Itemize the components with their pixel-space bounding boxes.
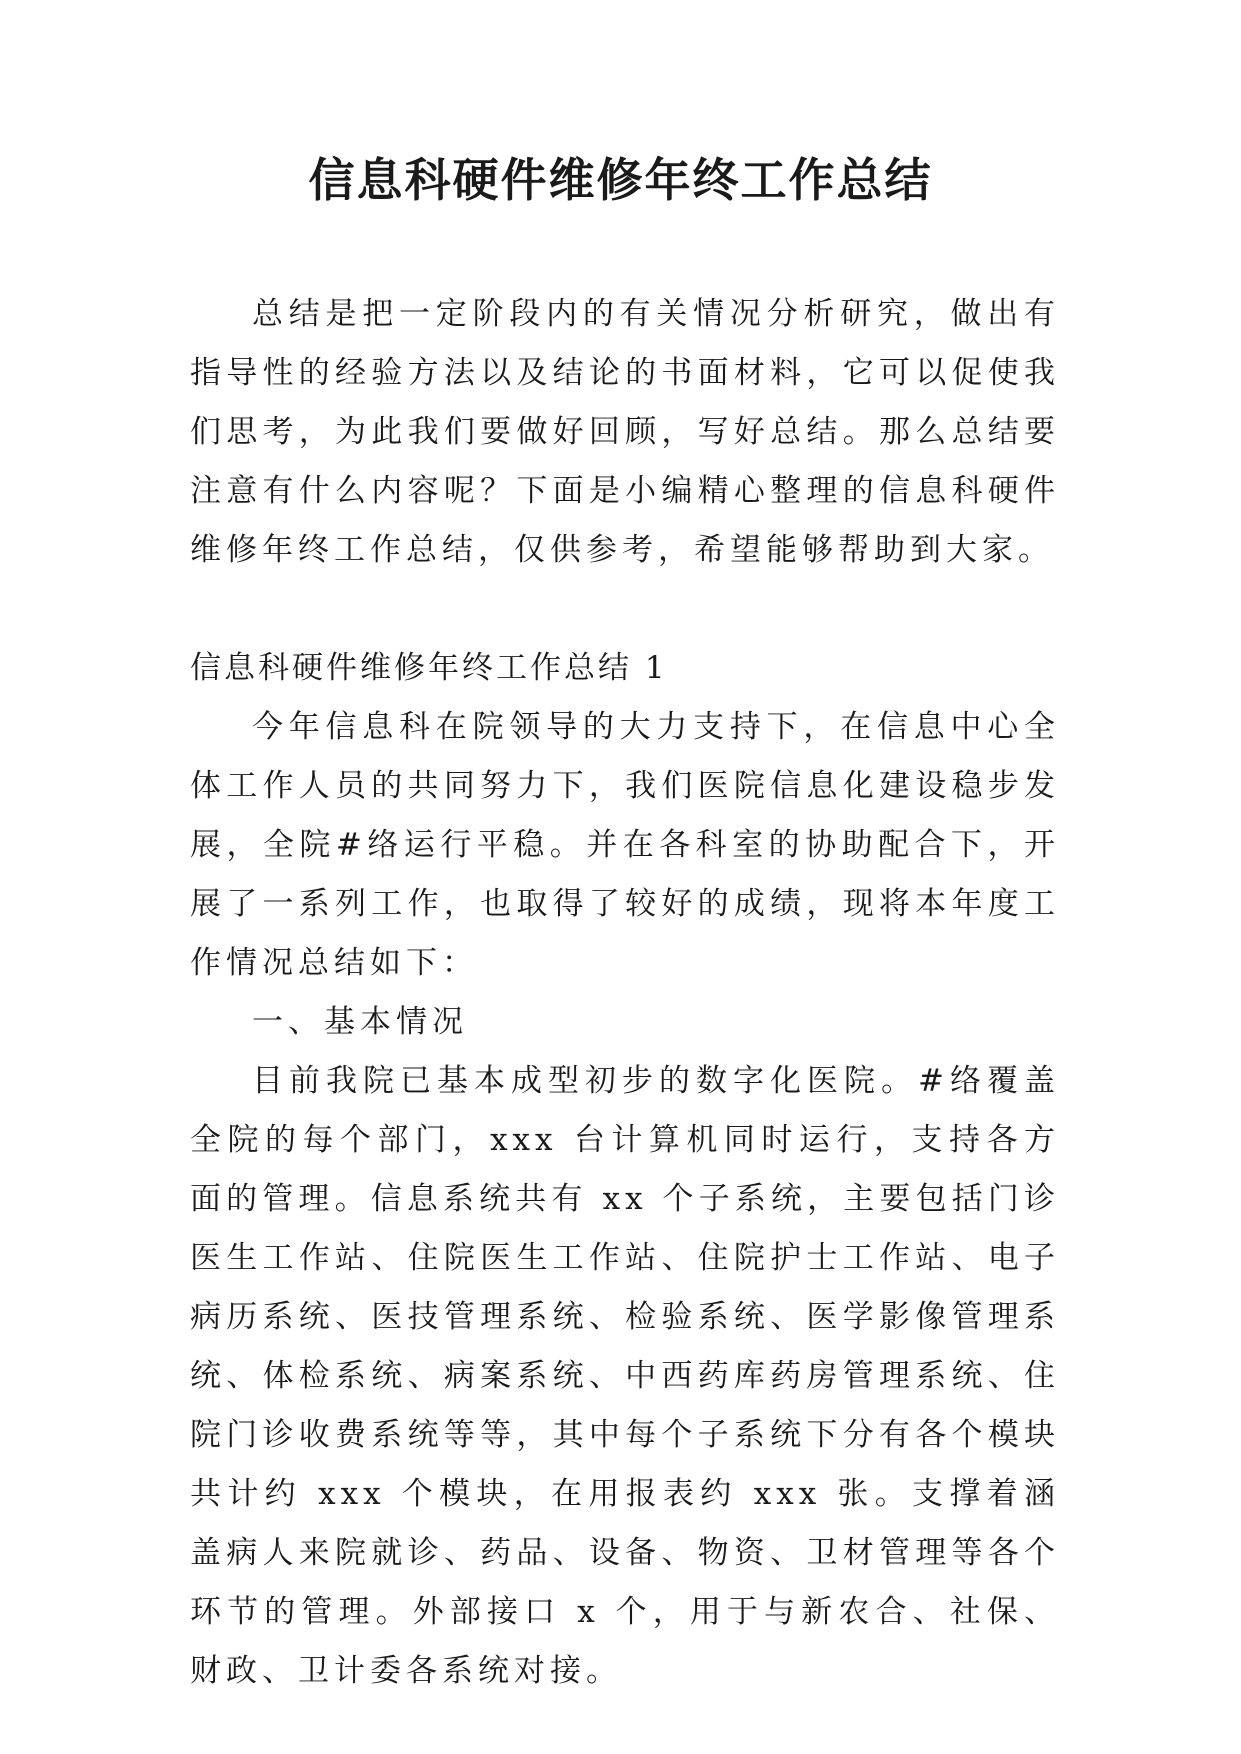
subheading-basic: 一、基本情况 xyxy=(252,1004,468,1040)
intro-paragraph: 总结是把一定阶段内的有关情况分析研究，做出有指导性的经验方法以及结论的书面材料，它可以促使我们思考，为此我们要做好回顾，写好总结。那么总结要注意有什么内容呢？下面是小编精心整理的信息科硬件维修年终工作总结，仅供参考，希望能够帮助到大家。 xyxy=(190,296,1060,568)
document-title: 信息科硬件维修年终工作总结 xyxy=(308,153,933,207)
paragraph-spacer xyxy=(190,580,1060,639)
section-heading: 信息科硬件维修年终工作总结 1 xyxy=(190,650,668,686)
section-paragraph: 今年信息科在院领导的大力支持下，在信息中心全体工作人员的共同努力下，我们医院信息化建设稳步发展，全院#络运行平稳。并在各科室的协助配合下，开展了一系列工作，也取得了较好的成绩，现将本年度工作情况总结如下： xyxy=(190,709,1060,981)
basic-paragraph: 目前我院已基本成型初步的数字化医院。#络覆盖全院的每个部门，xxx 台计算机同时运行，支持各方面的管理。信息系统共有 xx 个子系统，主要包括门诊医生工作站、住院医生工作站、住院护士工作站、电子病历系统、医技管理系统、检验系统、医学影像管理系统、体检系统、病案系统、中西药库药房管理系统、住院门诊收费系统等等，其中每个子系统下分有各个模块共计约 xxx 个模块，在用报表约 xxx 张。支撑着涵盖病人来院就诊、药品、设备、物资、卫材管理等各个环节的管理。外部接口 x 个，用于与新农合、社保、财政、卫计委各系统对接。 xyxy=(190,1063,1060,1689)
document-body xyxy=(190,285,1060,1701)
